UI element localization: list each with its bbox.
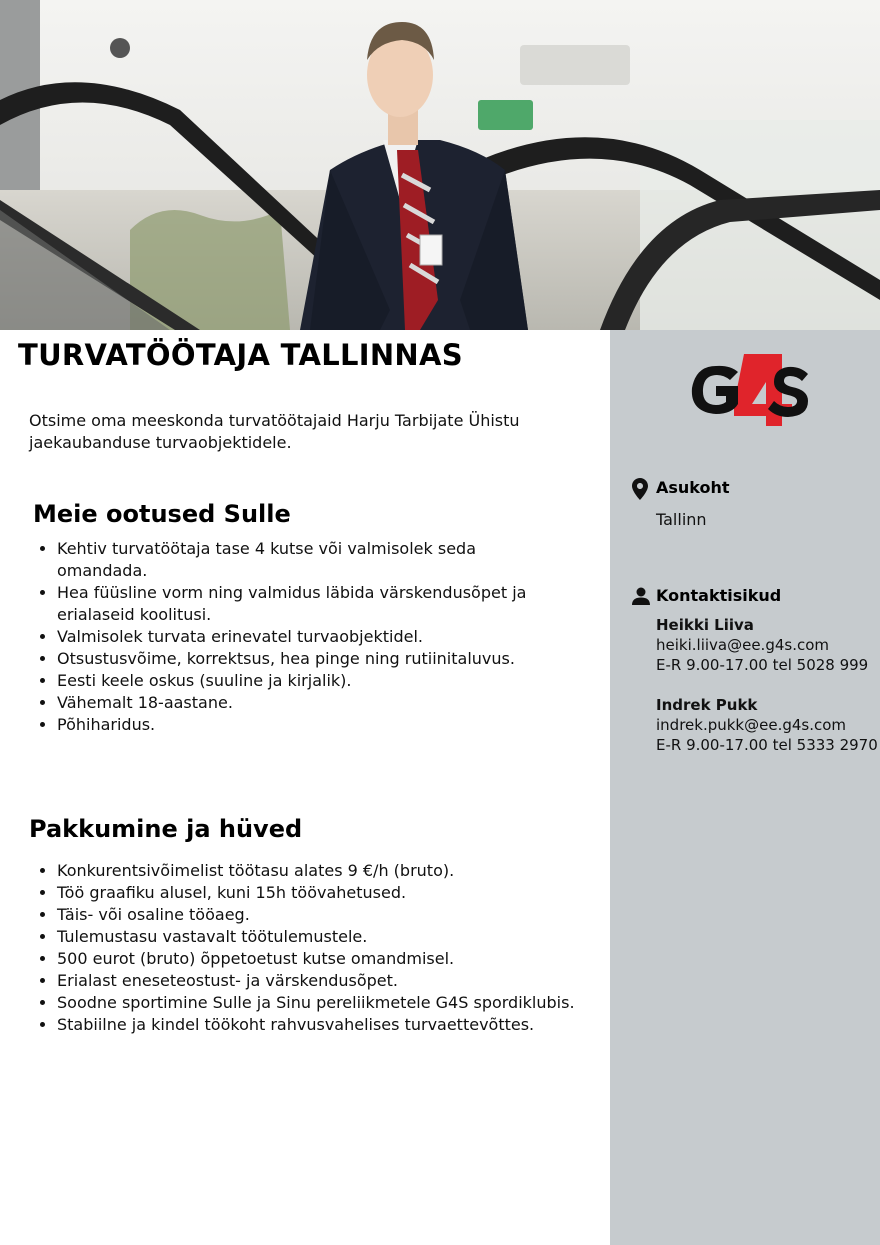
list-item: • Täis- või osaline tööaeg. xyxy=(57,904,587,926)
list-item: • Soodne sportimine Sulle ja Sinu pereliikmetele G4S spordiklubis. xyxy=(57,992,587,1014)
expectations-list xyxy=(29,538,557,736)
list-item: • Tulemustasu vastavalt töötulemustele. xyxy=(57,926,587,948)
contact-card xyxy=(656,695,878,755)
location-value: Tallinn xyxy=(656,510,707,529)
contact-name: Indrek Pukk xyxy=(656,696,758,714)
page-title: TURVATÖÖTAJA TALLINNAS xyxy=(18,338,463,372)
list-item: • Erialast eneseteostust- ja värskendusõpet. xyxy=(57,970,587,992)
contact-name: Heikki Liiva xyxy=(656,616,754,634)
list-item: • Kehtiv turvatöötaja tase 4 kutse või valmisolek seda omandada. xyxy=(57,538,557,582)
intro-text: Otsime oma meeskonda turvatöötajaid Harju Tarbijate Ühistu jaekaubanduse turvaobjektidele. xyxy=(29,411,520,452)
list-item: • Põhiharidus. xyxy=(57,714,557,736)
sidebar xyxy=(610,330,880,1245)
offer-heading: Pakkumine ja hüved xyxy=(29,815,303,843)
list-item: • Stabiilne ja kindel töökoht rahvusvahelises turvaettevõttes. xyxy=(57,1014,587,1036)
expectations-heading: Meie ootused Sulle xyxy=(33,500,291,528)
contact-phone: E-R 9.00-17.00 tel 5333 2970 xyxy=(656,736,878,754)
map-pin-icon xyxy=(632,478,648,500)
contacts-label: Kontaktisikud xyxy=(656,586,782,605)
list-item: • Valmisolek turvata erinevatel turvaobjektidel. xyxy=(57,626,557,648)
security-guard-escalator-photo xyxy=(0,0,880,330)
list-item: • Vähemalt 18-aastane. xyxy=(57,692,557,714)
offer-list xyxy=(29,860,587,1036)
contact-card xyxy=(656,615,868,675)
list-item: • Eesti keele oskus (suuline ja kirjalik). xyxy=(57,670,557,692)
hero-photo xyxy=(0,0,880,330)
list-item: • Konkurentsivõimelist töötasu alates 9 €/h (bruto). xyxy=(57,860,587,882)
location-label: Asukoht xyxy=(656,478,730,497)
list-item: • 500 eurot (bruto) õppetoetust kutse omandmisel. xyxy=(57,948,587,970)
list-item: • Hea füüsline vorm ning valmidus läbida värskendusõpet ja erialaseid koolitusi. xyxy=(57,582,557,626)
contact-email[interactable]: indrek.pukk@ee.g4s.com xyxy=(656,716,847,734)
person-icon xyxy=(632,587,650,605)
contact-email[interactable]: heiki.liiva@ee.g4s.com xyxy=(656,636,830,654)
contact-phone: E-R 9.00-17.00 tel 5028 999 xyxy=(656,656,869,674)
g4s-logo xyxy=(686,352,812,428)
list-item: • Töö graafiku alusel, kuni 15h töövahetused. xyxy=(57,882,587,904)
list-item: • Otsustusvõime, korrektsus, hea pinge ning rutiinitaluvus. xyxy=(57,648,557,670)
